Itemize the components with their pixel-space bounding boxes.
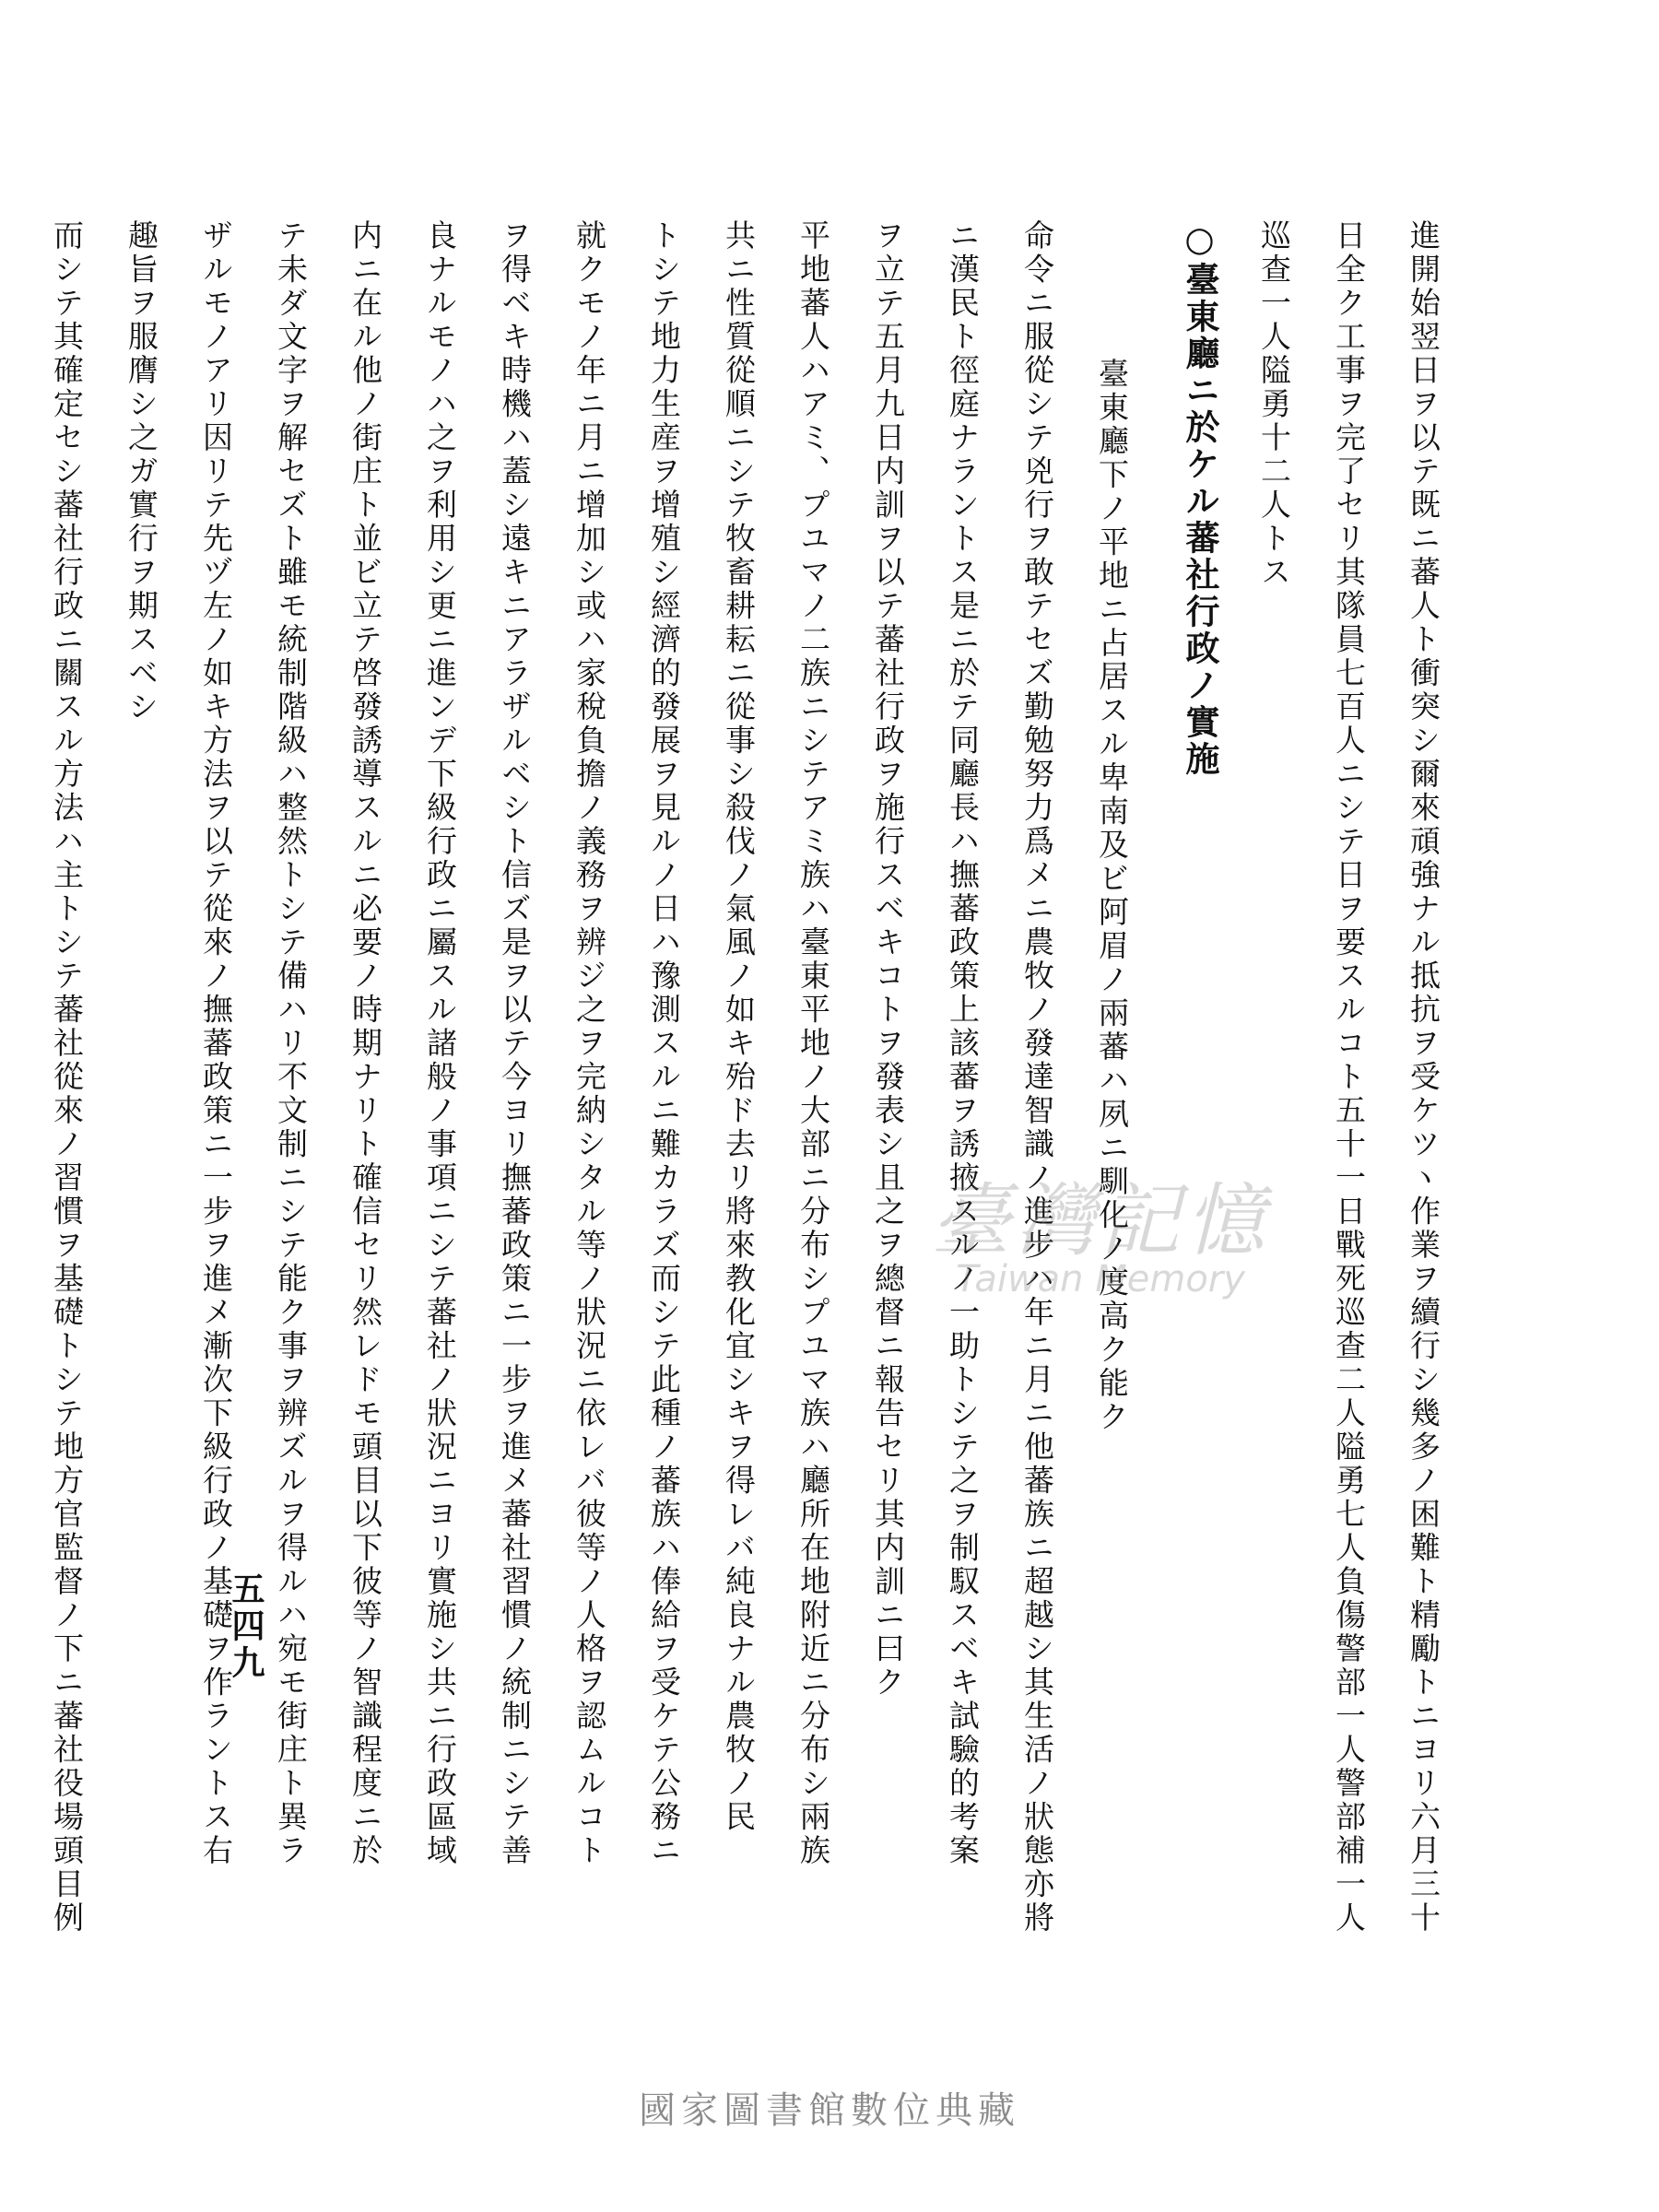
text-column: トシテ地力生産ヲ增殖シ經濟的發展ヲ見ルノ日ハ豫測スルニ難カラズ而シテ此種ノ蕃族ハ俸給ヲ受ケテ公務ニ — [646, 219, 682, 1868]
text-column: 日全ク工事ヲ完了セリ其隊員七百人ニシテ日ヲ要スルコト五十一日戰死巡查二人隘勇七人負傷警部一人警部補一人 — [1331, 219, 1367, 1936]
watermark-sub-text: Taiwan Memory — [956, 1258, 1245, 1300]
page-number: 五四九 — [227, 1571, 265, 1682]
text-column: 趣旨ヲ服膺シ之ガ實行ヲ期スベシ — [124, 219, 159, 724]
text-column: 平地蕃人ハアミ、プユマノ二族ニシテアミ族ハ臺東平地ノ大部ニ分布シプユマ族ハ廳所在地附近ニ分布シ兩族 — [795, 219, 831, 1868]
text-column: 進開始翌日ヲ以テ既ニ蕃人ト衝突シ爾來頑強ナル抵抗ヲ受ケツヽ作業ヲ續行シ幾多ノ困難ト精勵トニヨリ六月三十 — [1406, 219, 1441, 1936]
text-column: 巡查一人隘勇十二人トス — [1256, 219, 1292, 590]
text-column: 臺東廳下ノ平地ニ占居スル卑南及ビ阿眉ノ兩蕃ハ夙ニ馴化ノ度高ク能ク — [1094, 358, 1130, 1434]
text-column: ザルモノアリ因リテ先ヅ左ノ如キ方法ヲ以テ從來ノ撫蕃政策ニ一步ヲ進メ漸次下級行政ノ基礎ヲ作ラントス右 — [198, 219, 234, 1868]
text-column: 而シテ其確定セシ蕃社行政ニ關スル方法ハ主トシテ蕃社從來ノ習慣ヲ基礎トシテ地方官監督ノ下ニ蕃社役場頭目例 — [49, 219, 85, 1936]
text-column: 就クモノ年ニ月ニ增加シ或ハ家稅負擔ノ義務ヲ辨ジ之ヲ完納シタル等ノ狀況ニ依レバ彼等ノ人格ヲ認ムルコト — [571, 219, 607, 1868]
text-column: テ未ダ文字ヲ解セズト雖モ統制階級ハ整然トシテ備ハリ不文制ニシテ能ク事ヲ辨ズルヲ得ルハ宛モ街庄ト異ラ — [273, 219, 309, 1868]
text-column: 命令ニ服從シテ兇行ヲ敢テセズ勤勉努力爲メニ農牧ノ發達智識ノ進步ハ年ニ月ニ他蕃族ニ超越シ其生活ノ狀態亦將 — [1019, 219, 1055, 1936]
text-column: ニ漢民ト徑庭ナラントス是ニ於テ同廳長ハ撫蕃政策上該蕃ヲ誘掖スルノ一助トシテ之ヲ制馭スベキ試驗的考案 — [945, 219, 981, 1868]
text-column: 内ニ在ル他ノ街庄ト並ビ立テ啓發誘導スルニ必要ノ時期ナリト確信セリ然レドモ頭目以下彼等ノ智識程度ニ於 — [347, 219, 383, 1868]
section-heading: ○臺東廳ニ於ケル蕃社行政ノ實施 — [1180, 219, 1219, 778]
text-column: 共ニ性質從順ニシテ牧畜耕耘ニ從事シ殺伐ノ氣風ノ如キ殆ド去リ將來教化宜シキヲ得レバ純良ナル農牧ノ民 — [721, 219, 757, 1834]
text-column: ヲ立テ五月九日内訓ヲ以テ蕃社行政ヲ施行スベキコトヲ發表シ且之ヲ總督ニ報告セリ其内訓ニ曰ク — [870, 219, 906, 1700]
page-body-text — [49, 219, 1461, 1961]
watermark-main-text: 臺灣記憶 — [931, 1175, 1270, 1267]
text-column: 良ナルモノハ之ヲ利用シ更ニ進ンデ下級行政ニ屬スル諸般ノ事項ニシテ蕃社ノ狀況ニヨリ實施シ共ニ行政區域 — [422, 219, 458, 1868]
footer-caption: 國家圖書館數位典藏 — [639, 2089, 1020, 2132]
text-column: ヲ得ベキ時機ハ蓋シ遠キニアラザルベシト信ズ是ヲ以テ今ヨリ撫蕃政策ニ一步ヲ進メ蕃社習慣ノ統制ニシテ善 — [497, 219, 533, 1868]
